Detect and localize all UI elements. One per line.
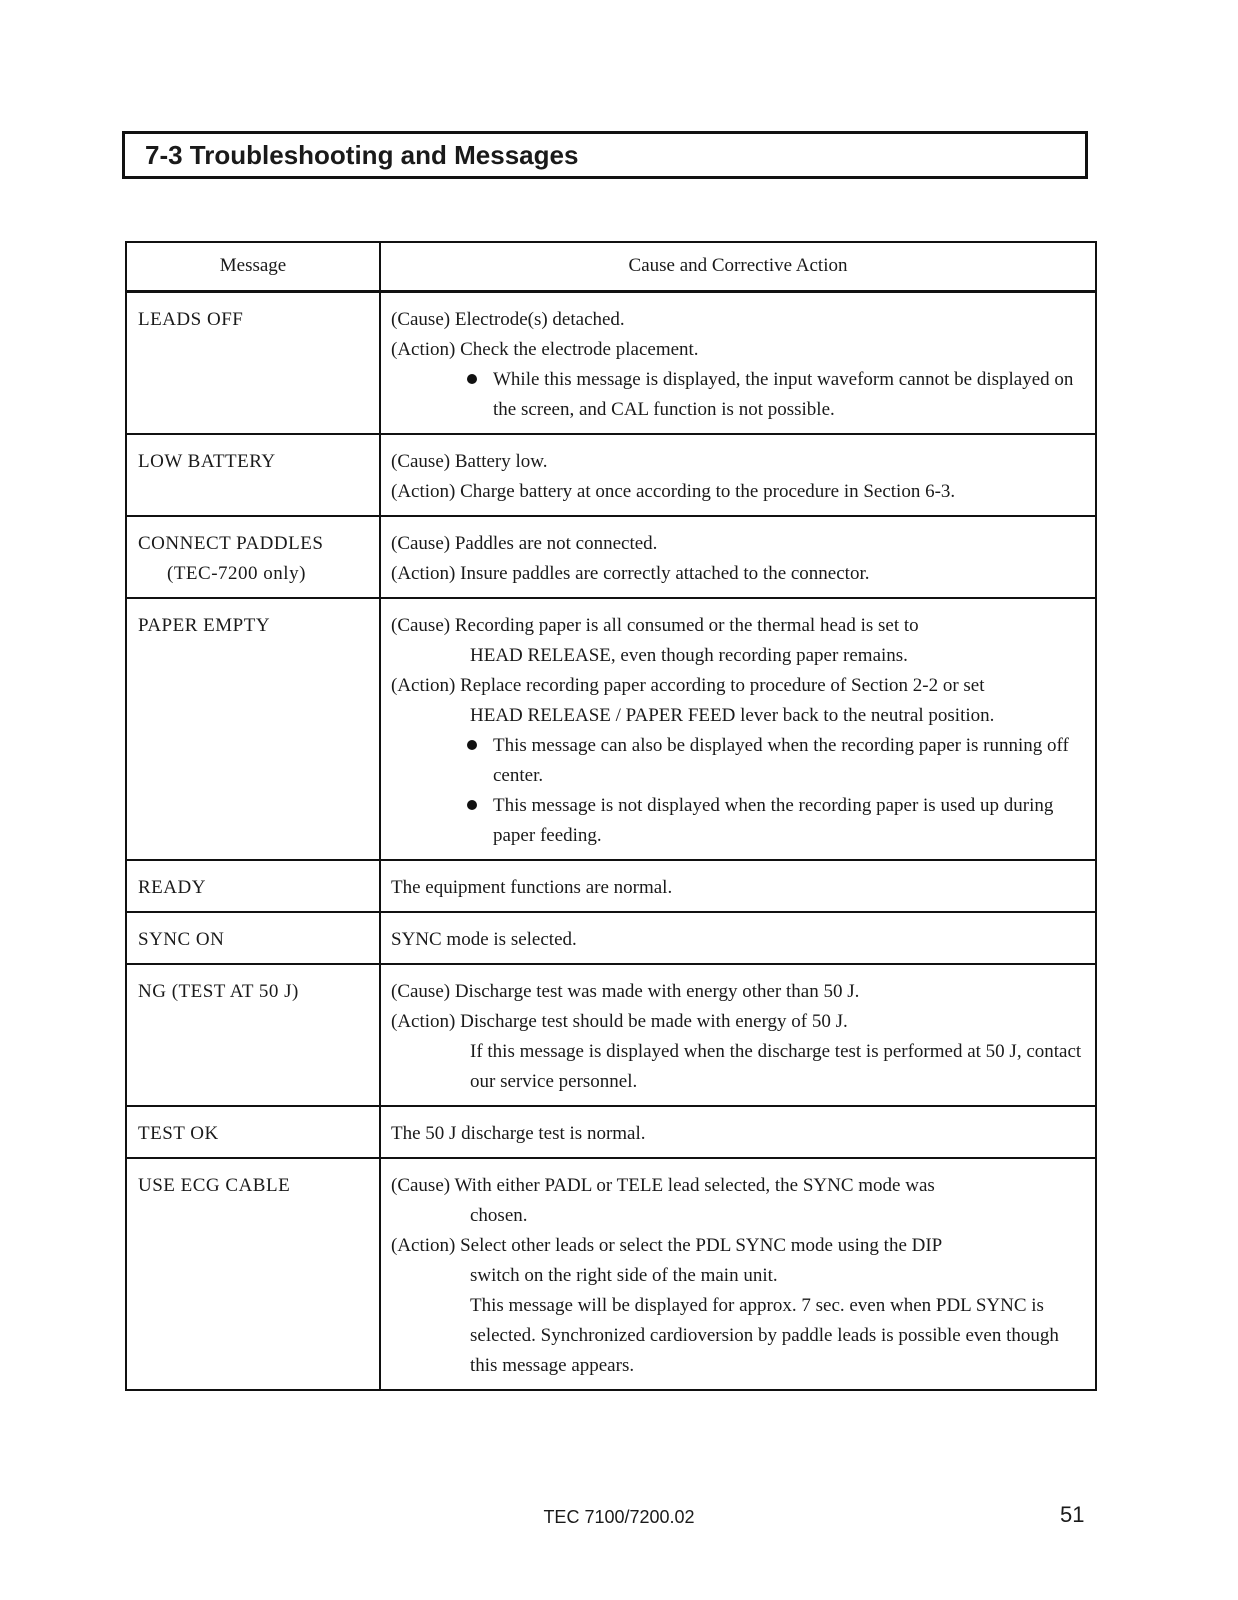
message-cell [126, 434, 380, 516]
description-line: SYNC mode is selected. [391, 928, 577, 950]
message-cell [126, 291, 380, 434]
cause-action-cell [380, 912, 1096, 964]
messages-table-container [125, 241, 1095, 1391]
message-cell [126, 1106, 380, 1158]
document-id: TEC 7100/7200.02 [543, 1507, 695, 1527]
cause-action-cell [380, 434, 1096, 516]
cause-action-cell [380, 964, 1096, 1106]
description-line: (Action) Insure paddles are correctly attached to the connector. [391, 562, 870, 584]
description-line: (Action) Replace recording paper according to procedure of Section 2-2 or set [391, 674, 985, 696]
message-cell [126, 598, 380, 860]
description-line: (Cause) Electrode(s) detached. [391, 308, 625, 330]
table-row [126, 964, 1096, 1106]
message-cell [126, 516, 380, 598]
message-text: LEADS OFF [138, 308, 244, 330]
table-row [126, 516, 1096, 598]
description-line: (Action) Charge battery at once according to the procedure in Section 6-3. [391, 480, 956, 502]
indented-line: This message will be displayed for approx. 7 sec. even when PDL SYNC is selected. Synchronized cardioversion by paddle leads is possible even though this message appears. [470, 1294, 1059, 1376]
table-body [126, 291, 1096, 1390]
bullet-note [391, 731, 1087, 791]
cause-action-cell [380, 598, 1096, 860]
cause-action-cell [380, 860, 1096, 912]
message-text: PAPER EMPTY [138, 614, 271, 636]
cause-action-cell [380, 516, 1096, 598]
bullet-text: This message is not displayed when the recording paper is used up during paper feeding. [493, 794, 1054, 846]
table-row [126, 860, 1096, 912]
table-row [126, 1158, 1096, 1390]
header-message: Message [126, 242, 380, 291]
description-line: (Cause) Recording paper is all consumed or the thermal head is set to [391, 614, 919, 636]
bullet-text: While this message is displayed, the input waveform cannot be displayed on the screen, and CAL function is not possible. [493, 368, 1074, 420]
bullet-icon [467, 791, 493, 821]
message-text: NG (TEST AT 50 J) [138, 980, 299, 1002]
section-heading: 7-3 Troubleshooting and Messages [122, 131, 1088, 179]
bullet-note [391, 791, 1087, 851]
indented-line: HEAD RELEASE / PAPER FEED lever back to the neutral position. [470, 704, 995, 726]
message-text: SYNC ON [138, 928, 225, 950]
bullet-icon [467, 365, 493, 395]
cause-action-cell [380, 1106, 1096, 1158]
message-text: USE ECG CABLE [138, 1174, 291, 1196]
message-subtext: (TEC-7200 only) [167, 562, 306, 584]
table-header-row [126, 242, 1096, 291]
description-line: (Action) Check the electrode placement. [391, 338, 699, 360]
indented-line: chosen. [470, 1204, 528, 1226]
description-line: (Action) Select other leads or select the PDL SYNC mode using the DIP [391, 1234, 943, 1256]
description-line: (Cause) Battery low. [391, 450, 548, 472]
description-line: The equipment functions are normal. [391, 876, 673, 898]
bullet-icon [467, 731, 493, 761]
bullet-text: This message can also be displayed when the recording paper is running off center. [493, 734, 1069, 786]
header-cause-action: Cause and Corrective Action [380, 242, 1096, 291]
description-line: (Cause) With either PADL or TELE lead selected, the SYNC mode was [391, 1174, 935, 1196]
indented-line: If this message is displayed when the discharge test is performed at 50 J, contact our service personnel. [470, 1040, 1082, 1092]
messages-table [125, 241, 1097, 1391]
table-row [126, 912, 1096, 964]
table-row [126, 434, 1096, 516]
description-line: (Cause) Discharge test was made with energy other than 50 J. [391, 980, 860, 1002]
cause-action-cell [380, 291, 1096, 434]
message-text: TEST OK [138, 1122, 219, 1144]
indented-line: HEAD RELEASE, even though recording paper remains. [470, 644, 908, 666]
message-cell [126, 912, 380, 964]
indented-line: switch on the right side of the main unit. [470, 1264, 778, 1286]
message-cell [126, 1158, 380, 1390]
message-cell [126, 860, 380, 912]
description-line: (Action) Discharge test should be made with energy of 50 J. [391, 1010, 848, 1032]
message-text: LOW BATTERY [138, 450, 276, 472]
page-number: 51 [1060, 1502, 1085, 1527]
description-line: The 50 J discharge test is normal. [391, 1122, 646, 1144]
table-row [126, 598, 1096, 860]
message-text: READY [138, 876, 206, 898]
message-cell [126, 964, 380, 1106]
bullet-note [391, 365, 1087, 425]
message-text: CONNECT PADDLES [138, 532, 324, 554]
table-row [126, 1106, 1096, 1158]
cause-action-cell [380, 1158, 1096, 1390]
description-line: (Cause) Paddles are not connected. [391, 532, 658, 554]
table-row [126, 291, 1096, 434]
